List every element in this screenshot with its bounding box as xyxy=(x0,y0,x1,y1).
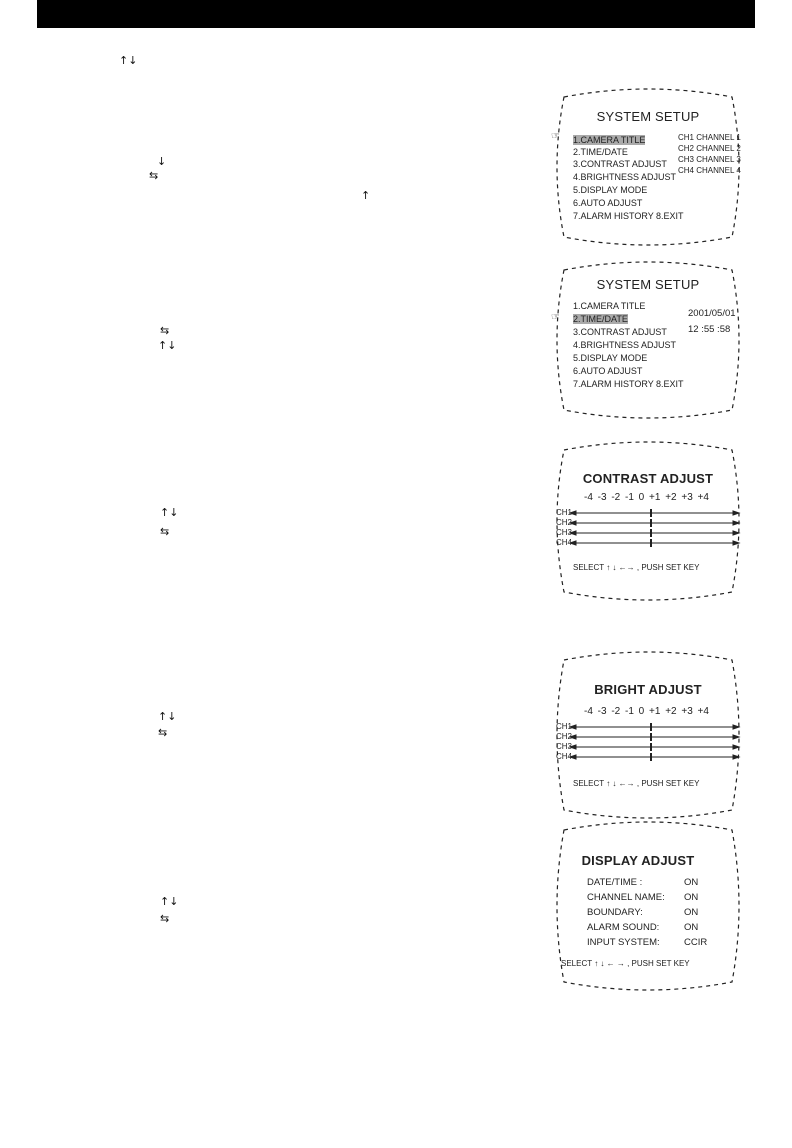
left-right-arrow-icon: ⇆ xyxy=(160,525,170,538)
channel-label-3: CH3 xyxy=(556,742,573,751)
select-instruction: SELECT ↑ ↓ ←→ , PUSH SET KEY xyxy=(573,779,700,788)
up-down-arrow-icon: ↑↓ xyxy=(158,710,177,723)
menu-item-camera-title: 1.CAMERA TITLE xyxy=(573,135,646,145)
channel-name-4: CH4 CHANNEL 4 xyxy=(678,166,741,175)
channel-label-4: CH4 xyxy=(556,752,573,761)
up-down-arrow-icon: ↑↓ xyxy=(160,506,179,519)
menu-item-brightness-adjust: 4.BRIGHTNESS ADJUST xyxy=(573,340,677,350)
adjust-scale: -4 -3 -2 -1 0 +1 +2 +3 +4 xyxy=(584,706,709,717)
menu-item-time-date: 2.TIME/DATE xyxy=(573,147,628,157)
channel-name-2: CH2 CHANNEL 2 xyxy=(678,144,741,153)
menu-item-alarm-history-exit: 7.ALARM HISTORY 8.EXIT xyxy=(573,379,684,389)
monitor-frame xyxy=(550,650,746,820)
system-setup-screen-camera-title xyxy=(550,87,746,247)
setting-label-input-system: INPUT SYSTEM: xyxy=(587,937,660,948)
menu-item-alarm-history-exit: 7.ALARM HISTORY 8.EXIT xyxy=(573,211,684,221)
screen-title: DISPLAY ADJUST xyxy=(581,853,695,868)
left-right-arrow-icon: ⇆ xyxy=(160,324,170,337)
menu-item-display-mode: 5.DISPLAY MODE xyxy=(573,185,648,195)
menu-item-auto-adjust: 6.AUTO ADJUST xyxy=(573,366,643,376)
screen-title: BRIGHT ADJUST xyxy=(594,682,702,697)
up-down-arrow-icon: ↑↓ xyxy=(158,339,177,352)
screen-title: SYSTEM SETUP xyxy=(596,277,700,292)
setting-value-input-system: CCIR xyxy=(684,937,708,948)
channel-label-4: CH4 xyxy=(556,538,573,547)
setting-value-channel-name: ON xyxy=(684,892,699,903)
display-adjust-screen xyxy=(550,820,746,992)
menu-item-brightness-adjust: 4.BRIGHTNESS ADJUST xyxy=(573,172,677,182)
contrast-adjust-screen xyxy=(550,440,746,602)
channel-label-1: CH1 xyxy=(556,508,573,517)
screen-title: CONTRAST ADJUST xyxy=(582,471,714,486)
up-down-arrow-icon: ↑↓ xyxy=(119,54,138,67)
channel-name-3: CH3 CHANNEL 3 xyxy=(678,155,741,164)
menu-item-camera-title: 1.CAMERA TITLE xyxy=(573,301,646,311)
menu-item-contrast-adjust: 3.CONTRAST ADJUST xyxy=(573,159,667,169)
select-instruction: SELECT ↑ ↓ ←→ , PUSH SET KEY xyxy=(573,563,700,572)
adjust-scale: -4 -3 -2 -1 0 +1 +2 +3 +4 xyxy=(584,492,709,503)
setting-label-alarm-sound: ALARM SOUND: xyxy=(587,922,660,933)
menu-item-time-date: 2.TIME/DATE xyxy=(573,314,628,324)
system-setup-screen-time-date xyxy=(550,260,746,420)
menu-item-contrast-adjust: 3.CONTRAST ADJUST xyxy=(573,327,667,337)
select-instruction: SELECT ↑ ↓ ← → , PUSH SET KEY xyxy=(561,959,690,968)
left-right-arrow-icon: ⇆ xyxy=(149,169,159,182)
down-arrow-icon: ↓ xyxy=(157,155,167,168)
left-right-arrow-icon: ⇆ xyxy=(160,912,170,925)
time-value: 12 :55 :58 xyxy=(688,324,731,335)
setting-value-date-time: ON xyxy=(684,877,699,888)
setting-value-boundary: ON xyxy=(684,907,699,918)
screen-title: SYSTEM SETUP xyxy=(596,109,700,124)
bright-adjust-screen xyxy=(550,650,746,820)
channel-label-2: CH2 xyxy=(556,518,573,527)
menu-item-auto-adjust: 6.AUTO ADJUST xyxy=(573,198,643,208)
setting-value-alarm-sound: ON xyxy=(684,922,699,933)
pointing-hand-icon: ☞ xyxy=(551,312,560,323)
setting-label-date-time: DATE/TIME : xyxy=(587,877,643,888)
channel-name-1: CH1 CHANNEL 1 xyxy=(678,133,741,142)
channel-label-2: CH2 xyxy=(556,732,573,741)
up-arrow-icon: ↑ xyxy=(361,189,371,202)
monitor-frame xyxy=(550,440,746,602)
setting-label-channel-name: CHANNEL NAME: xyxy=(587,892,665,903)
date-value: 2001/05/01 xyxy=(688,308,736,319)
channel-label-3: CH3 xyxy=(556,528,573,537)
channel-label-1: CH1 xyxy=(556,722,573,731)
setting-label-boundary: BOUNDARY: xyxy=(587,907,643,918)
up-down-arrow-icon: ↑↓ xyxy=(160,895,179,908)
menu-item-display-mode: 5.DISPLAY MODE xyxy=(573,353,648,363)
pointing-hand-icon: ☞ xyxy=(551,131,560,142)
header-bar xyxy=(37,0,755,28)
left-right-arrow-icon: ⇆ xyxy=(158,726,168,739)
